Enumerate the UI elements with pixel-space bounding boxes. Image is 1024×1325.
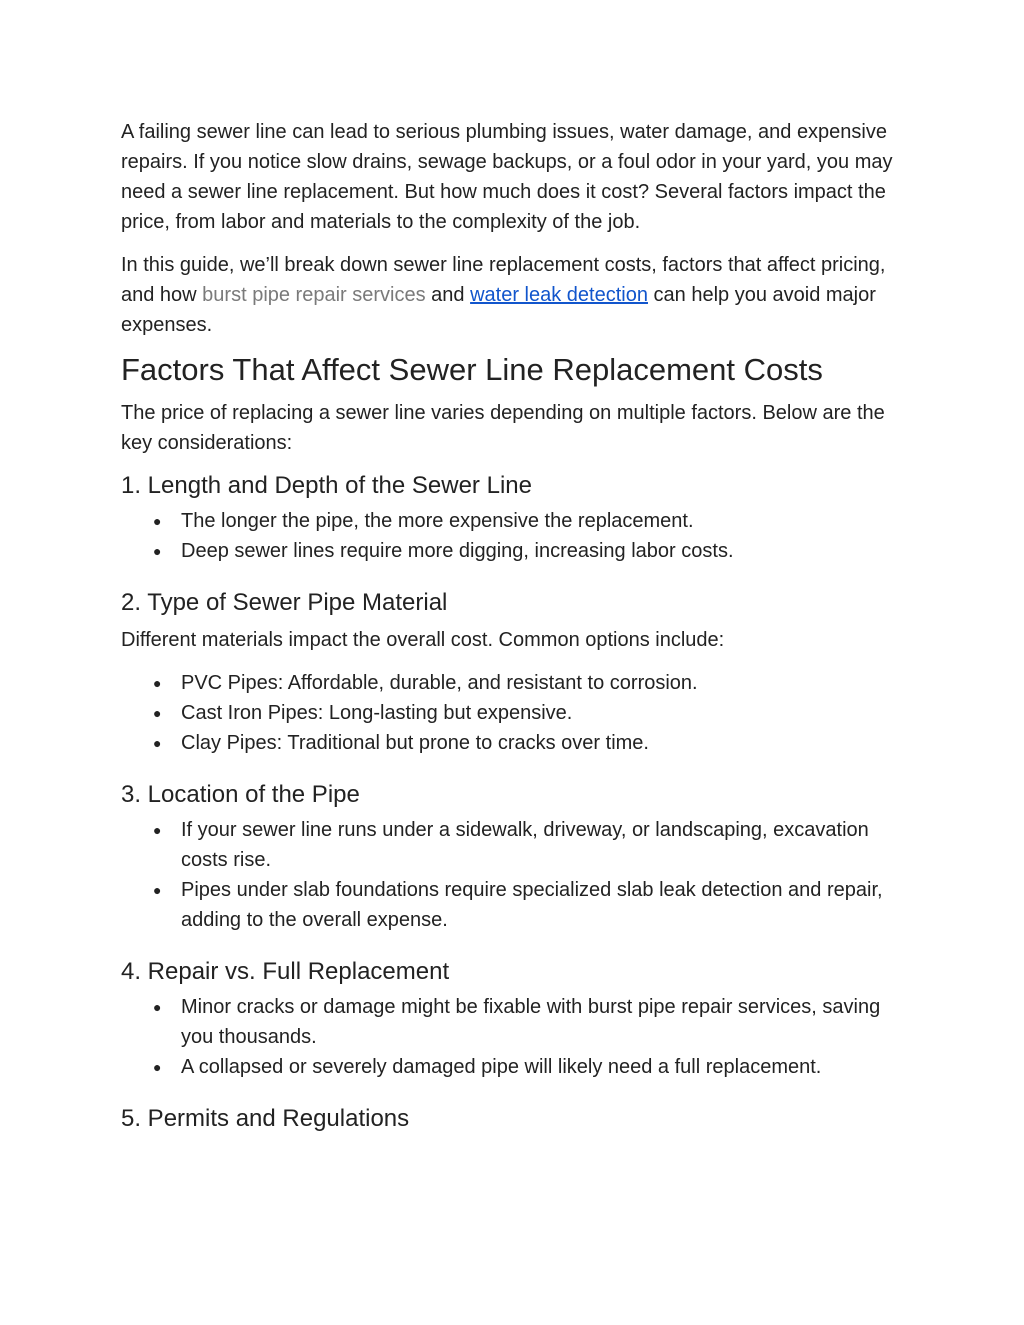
section-heading-repair-vs-replacement: 4. Repair vs. Full Replacement xyxy=(121,958,450,985)
section-heading-pipe-location: 3. Location of the Pipe xyxy=(121,781,360,808)
section-heading-pipe-material: 2. Type of Sewer Pipe Material xyxy=(121,589,448,616)
paragraph-2-text-end: can help you avoid major expenses. xyxy=(121,284,876,336)
spacer xyxy=(121,1082,911,1102)
bullet-icon: ● xyxy=(153,1059,162,1075)
bullet-icon: ● xyxy=(153,822,162,838)
spacer xyxy=(121,935,911,955)
section-2-list xyxy=(121,668,911,758)
bullet-icon: ● xyxy=(153,999,162,1015)
list-item: ● Minor cracks or damage might be fixable with burst pipe repair services, saving you thousands. xyxy=(121,992,911,1052)
burst-pipe-repair-link[interactable]: burst pipe repair services xyxy=(202,284,426,306)
list-item: ● Cast Iron Pipes: Long-lasting but expensive. xyxy=(121,698,911,728)
section-1-list xyxy=(121,506,911,566)
bullet-icon: ● xyxy=(153,675,162,691)
section-heading-permits: 5. Permits and Regulations xyxy=(121,1105,410,1132)
paragraph-2-text-start: In this guide, we’ll break down sewer line replacement costs, factors that affect pricing, and how xyxy=(121,254,886,306)
section-heading-length-depth: 1. Length and Depth of the Sewer Line xyxy=(121,472,532,499)
spacer xyxy=(121,758,911,778)
intro-paragraph-2 xyxy=(121,250,911,340)
bullet-icon: ● xyxy=(153,543,162,559)
water-leak-detection-link[interactable]: water leak detection xyxy=(470,284,648,306)
list-item: ● Pipes under slab foundations require specialized slab leak detection and repair, adding to the overall expense. xyxy=(121,875,911,935)
section-4-list xyxy=(121,992,911,1082)
section-2-lead: Different materials impact the overall cost. Common options include: xyxy=(121,629,725,651)
factors-intro: The price of replacing a sewer line varies depending on multiple factors. Below are the key considerations: xyxy=(121,402,885,454)
list-item: ● Deep sewer lines require more digging, increasing labor costs. xyxy=(121,536,911,566)
list-item: ● The longer the pipe, the more expensive the replacement. xyxy=(121,506,911,536)
spacer xyxy=(121,566,911,586)
list-item: ● PVC Pipes: Affordable, durable, and resistant to corrosion. xyxy=(121,668,911,698)
document-page xyxy=(121,117,911,1136)
list-item: ● Clay Pipes: Traditional but prone to cracks over time. xyxy=(121,728,911,758)
section-3-list xyxy=(121,815,911,935)
list-item: ● If your sewer line runs under a sidewalk, driveway, or landscaping, excavation costs rise. xyxy=(121,815,911,875)
bullet-icon: ● xyxy=(153,735,162,751)
intro-paragraph-1: A failing sewer line can lead to serious plumbing issues, water damage, and expensive repairs. If you notice slow drains, sewage backups, or a foul odor in your yard, you may need a sewer line replacement. But how much does it cost? Several factors impact the price, from labor and materials to the complexity of the job. xyxy=(121,121,893,233)
main-heading: Factors That Affect Sewer Line Replacement Costs xyxy=(121,352,823,387)
paragraph-2-text-middle: and xyxy=(425,284,471,306)
bullet-icon: ● xyxy=(153,882,162,898)
list-item: ● A collapsed or severely damaged pipe will likely need a full replacement. xyxy=(121,1052,911,1082)
bullet-icon: ● xyxy=(153,705,162,721)
bullet-icon: ● xyxy=(153,513,162,529)
